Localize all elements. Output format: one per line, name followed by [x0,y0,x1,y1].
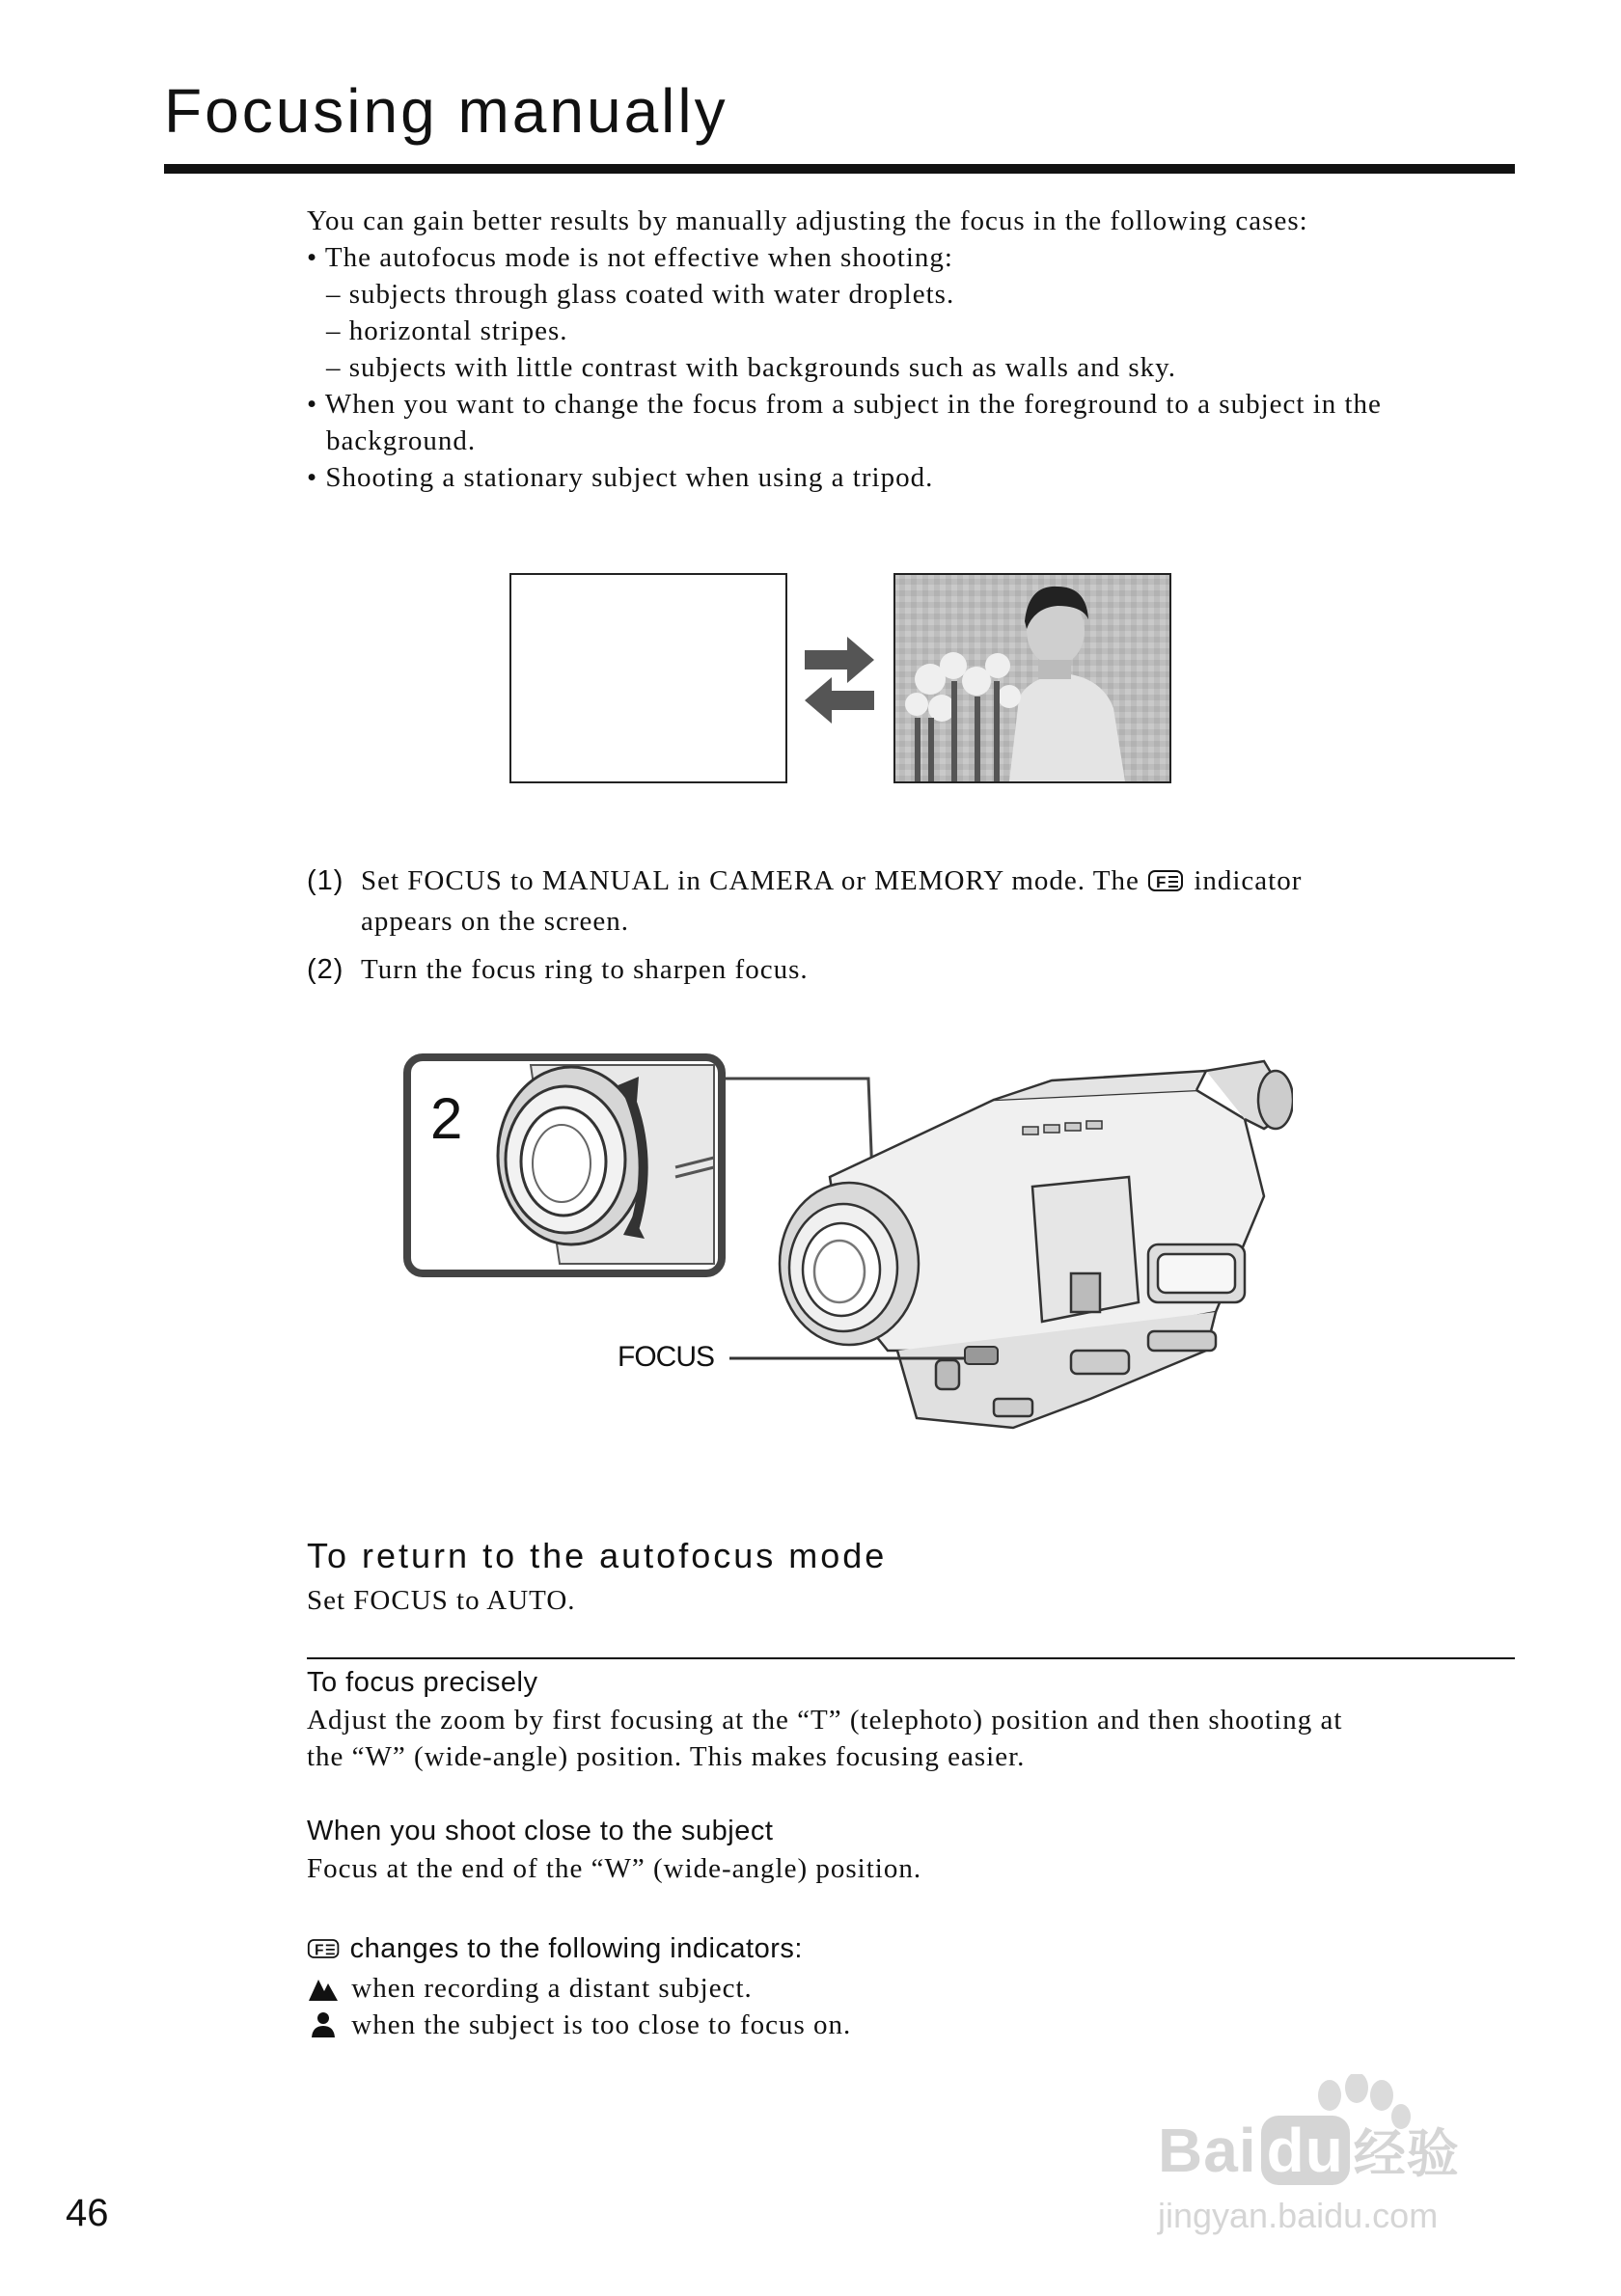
intro-bullet-2: • When you want to change the focus from a subject in the foreground to a subject in the [307,389,1382,420]
step-2 [307,949,1523,992]
intro-bullet-3: • Shooting a stationary subject when using a tripod. [307,462,934,493]
indicators-heading: changes to the following indicators: [349,1933,803,1964]
intro-sub-2: – horizontal stripes. [326,315,568,346]
step-1 [307,861,1523,947]
step-1-text: Set FOCUS to MANUAL in CAMERA or MEMORY mode. The [361,865,1140,896]
indicator-distant-row [307,1970,753,2007]
arrow-left-icon [805,677,874,724]
section-rule [307,1657,1515,1659]
return-text: Set FOCUS to AUTO. [307,1585,576,1616]
manual-focus-icon [1147,868,1186,893]
watermark-url: jingyan.baidu.com [1158,2196,1439,2235]
page-title: Focusing manually [164,76,728,146]
close-text: Focus at the end of the “W” (wide-angle) position. [307,1853,922,1884]
manual-focus-icon [307,1937,342,1960]
switch-arrows-icon [801,631,878,727]
step-1-text-end: indicator [1194,865,1303,896]
svg-text:F: F [1156,873,1168,891]
indicator-close-row [307,2007,851,2043]
step-1-number: (1) [307,865,344,896]
close-heading: When you shoot close to the subject [307,1816,774,1846]
precise-heading: To focus precisely [307,1667,538,1698]
arrow-right-icon [805,637,874,683]
precise-text-1: Adjust the zoom by first focusing at the “T” (telephoto) position and then shooting at [307,1705,1343,1736]
step-1-text-cont: appears on the screen. [361,906,630,937]
intro-sub-1: – subjects through glass coated with water droplets. [326,279,955,310]
step-2-number: (2) [307,954,344,985]
step-2-text: Turn the focus ring to sharpen focus. [361,954,809,985]
indicators-heading-row [307,1933,803,1965]
title-rule [164,164,1515,174]
camcorder-lens [780,1183,919,1345]
watermark-cn: 经验 [1353,2125,1460,2183]
intro-lead: You can gain better results by manually adjusting the focus in the following cases: [307,205,1308,236]
blank-frame [509,573,787,783]
callout-number: 2 [430,1086,463,1151]
intro-section [307,203,1523,496]
svg-text:F: F [315,1942,324,1959]
watermark-brand-du: du [1261,2116,1350,2185]
focus-switch [965,1347,998,1364]
baidu-watermark [1158,2074,1563,2238]
indicator-close-text: when the subject is too close to focus on. [351,2009,852,2040]
focused-photo [893,573,1171,783]
mountain-icon [307,1974,340,2003]
camcorder-illustration [396,1032,1293,1437]
intro-sub-3: – subjects with little contrast with backgrounds such as walls and sky. [326,352,1176,383]
intro-bullet-1: • The autofocus mode is not effective when shooting: [307,242,953,273]
return-heading: To return to the autofocus mode [307,1536,888,1575]
indicator-distant-text: when recording a distant subject. [351,1973,753,2004]
precise-text-2: the “W” (wide-angle) position. This makes focusing easier. [307,1741,1026,1772]
intro-bullet-2-cont: background. [326,425,477,456]
page-number: 46 [66,2192,109,2234]
watermark-brand: Bai [1158,2116,1257,2185]
person-icon [307,2010,340,2039]
focus-switch-label: FOCUS [618,1341,714,1373]
